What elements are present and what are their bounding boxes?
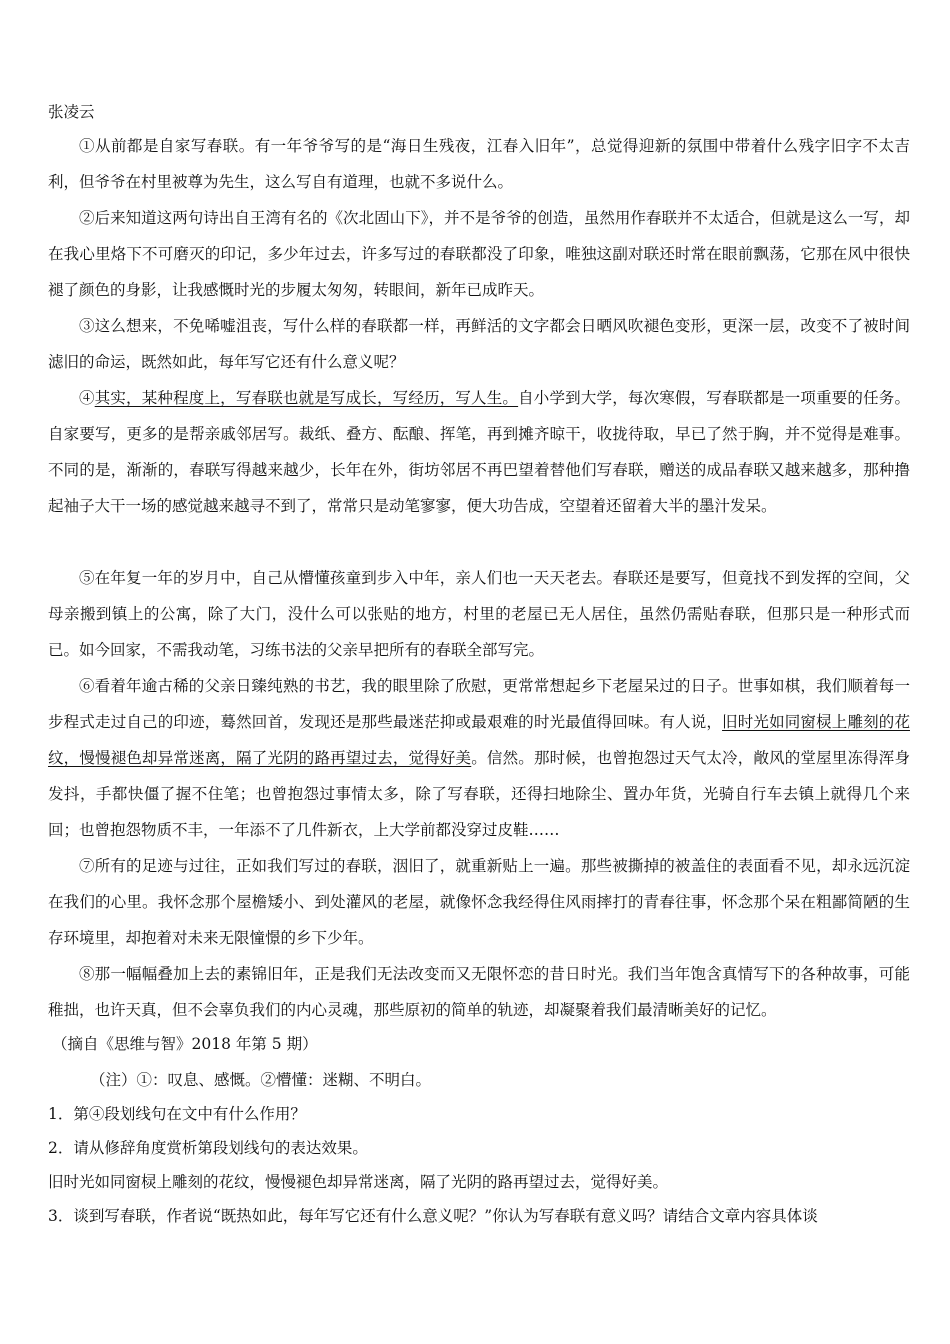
- paragraph-6-body: 。信然。那时候，也曾抱怨过天气太冷，敞风的堂屋里冻得浑身发抖，手都快僵了握不住笔；也曾抱怨过事情太多，除了写春联，还得扫地除尘、置办年货，光骑自行车去镇上就得几个来回；也曾抱怨物质不丰，一年添不了几件新衣，上大学前都没穿过皮鞋……: [48, 749, 910, 839]
- paragraph-4-marker: ④: [79, 389, 95, 407]
- footnote: （注）①：叹息、感慨。②懵懂：迷糊、不明白。: [90, 1071, 432, 1089]
- paragraph-7: ⑦所有的足迹与过往，正如我们写过的春联，洇旧了，就重新贴上一遍。那些被撕掉的被盖住的表面看不见，却永远沉淀在我们的心里。我怀念那个屋檐矮小、到处灌风的老屋，就像怀念我经得住风雨摔打的青春往事，怀念那个呆在粗鄙简陋的生存环境里，却抱着对未来无限憧憬的乡下少年。: [48, 857, 910, 947]
- paragraph-2: ②后来知道这两句诗出自王湾有名的《次北固山下》，并不是爷爷的创造，虽然用作春联并不太适合，但就是这么一写，却在我心里烙下不可磨灭的印记，多少年过去，许多写过的春联都没了印象，唯独这副对联还时常在眼前飘荡，它那在风中很快褪了颜色的身影，让我感慨时光的步履太匆匆，转眼间，新年已成昨天。: [48, 209, 910, 299]
- underlined-sentence-6: 旧时光如同窗棂上雕刻的花纹，慢慢褪色却异常迷离，隔了光阴的路再望过去，觉得好美: [48, 713, 910, 767]
- paragraph-4-body: 自小学到大学，每次寒假，写春联都是一项重要的任务。自家要写，更多的是帮亲戚邻居写。裁纸、叠方、酝酿、挥笔，再到摊齐晾干，收拢待取，早已了然于胸，并不觉得是难事。不同的是，渐渐的，春联写得越来越少，长年在外，街坊邻居不再巴望着替他们写春联，赠送的成品春联又越来越多，那种撸起袖子大干一场的感觉越来越寻不到了，常常只是动笔寥寥，便大功告成，空望着还留着大半的墨汁发呆。: [48, 389, 910, 515]
- paragraph-6: [48, 668, 910, 848]
- paragraph-1: ①从前都是自家写春联。有一年爷爷写的是“海日生残夜，江春入旧年”，总觉得迎新的氛围中带着什么残字旧字不太吉利，但爷爷在村里被尊为先生，这么写自有道理，也就不多说什么。: [48, 137, 910, 191]
- paragraph-3: ③这么想来，不免唏嘘沮丧，写什么样的春联都一样，再鲜活的文字都会日晒风吹褪色变形，更深一层，改变不了被时间滤旧的命运，既然如此，每年写它还有什么意义呢？: [48, 317, 910, 371]
- paragraph-5: ⑤在年复一年的岁月中，自己从懵懂孩童到步入中年，亲人们也一天天老去。春联还是要写，但竟找不到发挥的空间，父母亲搬到镇上的公寓，除了大门，没什么可以张贴的地方，村里的老屋已无人居住，虽然仍需贴春联，但那只是一种形式而已。如今回家，不需我动笔，习练书法的父亲早把所有的春联全部写完。: [48, 569, 910, 659]
- underlined-sentence-4: 其实，某种程度上，写春联也就是写成长，写经历，写人生。: [94, 389, 519, 407]
- question-3: 3．谈到写春联，作者说“既热如此，每年写它还有什么意义呢？”你认为写春联有意义吗？请结合文章内容具体谈: [48, 1207, 818, 1225]
- source-citation: （摘自《思维与智》2018 年第 5 期）: [52, 1035, 318, 1053]
- question-1: 1．第④段划线句在文中有什么作用？: [48, 1105, 306, 1123]
- question-2-quote: 旧时光如同窗棂上雕刻的花纹，慢慢褪色却异常迷离，隔了光阴的路再望过去，觉得好美。: [48, 1173, 669, 1191]
- paragraph-8: ⑧那一幅幅叠加上去的素锦旧年，正是我们无法改变而又无限怀恋的昔日时光。我们当年饱含真情写下的各种故事，可能稚拙，也许天真，但不会辜负我们的内心灵魂，那些原初的简单的轨迹，却凝聚着我们最清晰美好的记忆。: [48, 965, 910, 1019]
- paragraph-6-intro: ⑥看着年逾古稀的父亲日臻纯熟的书艺，我的眼里除了欣慰，更常常想起乡下老屋呆过的日子。世事如棋，我们顺着每一步程式走过自己的印迹，蓦然回首，发现还是那些最迷茫抑或最艰难的时光最值得回味。有人说，: [48, 677, 910, 731]
- question-2: 2．请从修辞角度赏析第段划线句的表达效果。: [48, 1139, 368, 1157]
- paragraph-4: [48, 380, 910, 524]
- author-name: 张凌云: [48, 103, 95, 121]
